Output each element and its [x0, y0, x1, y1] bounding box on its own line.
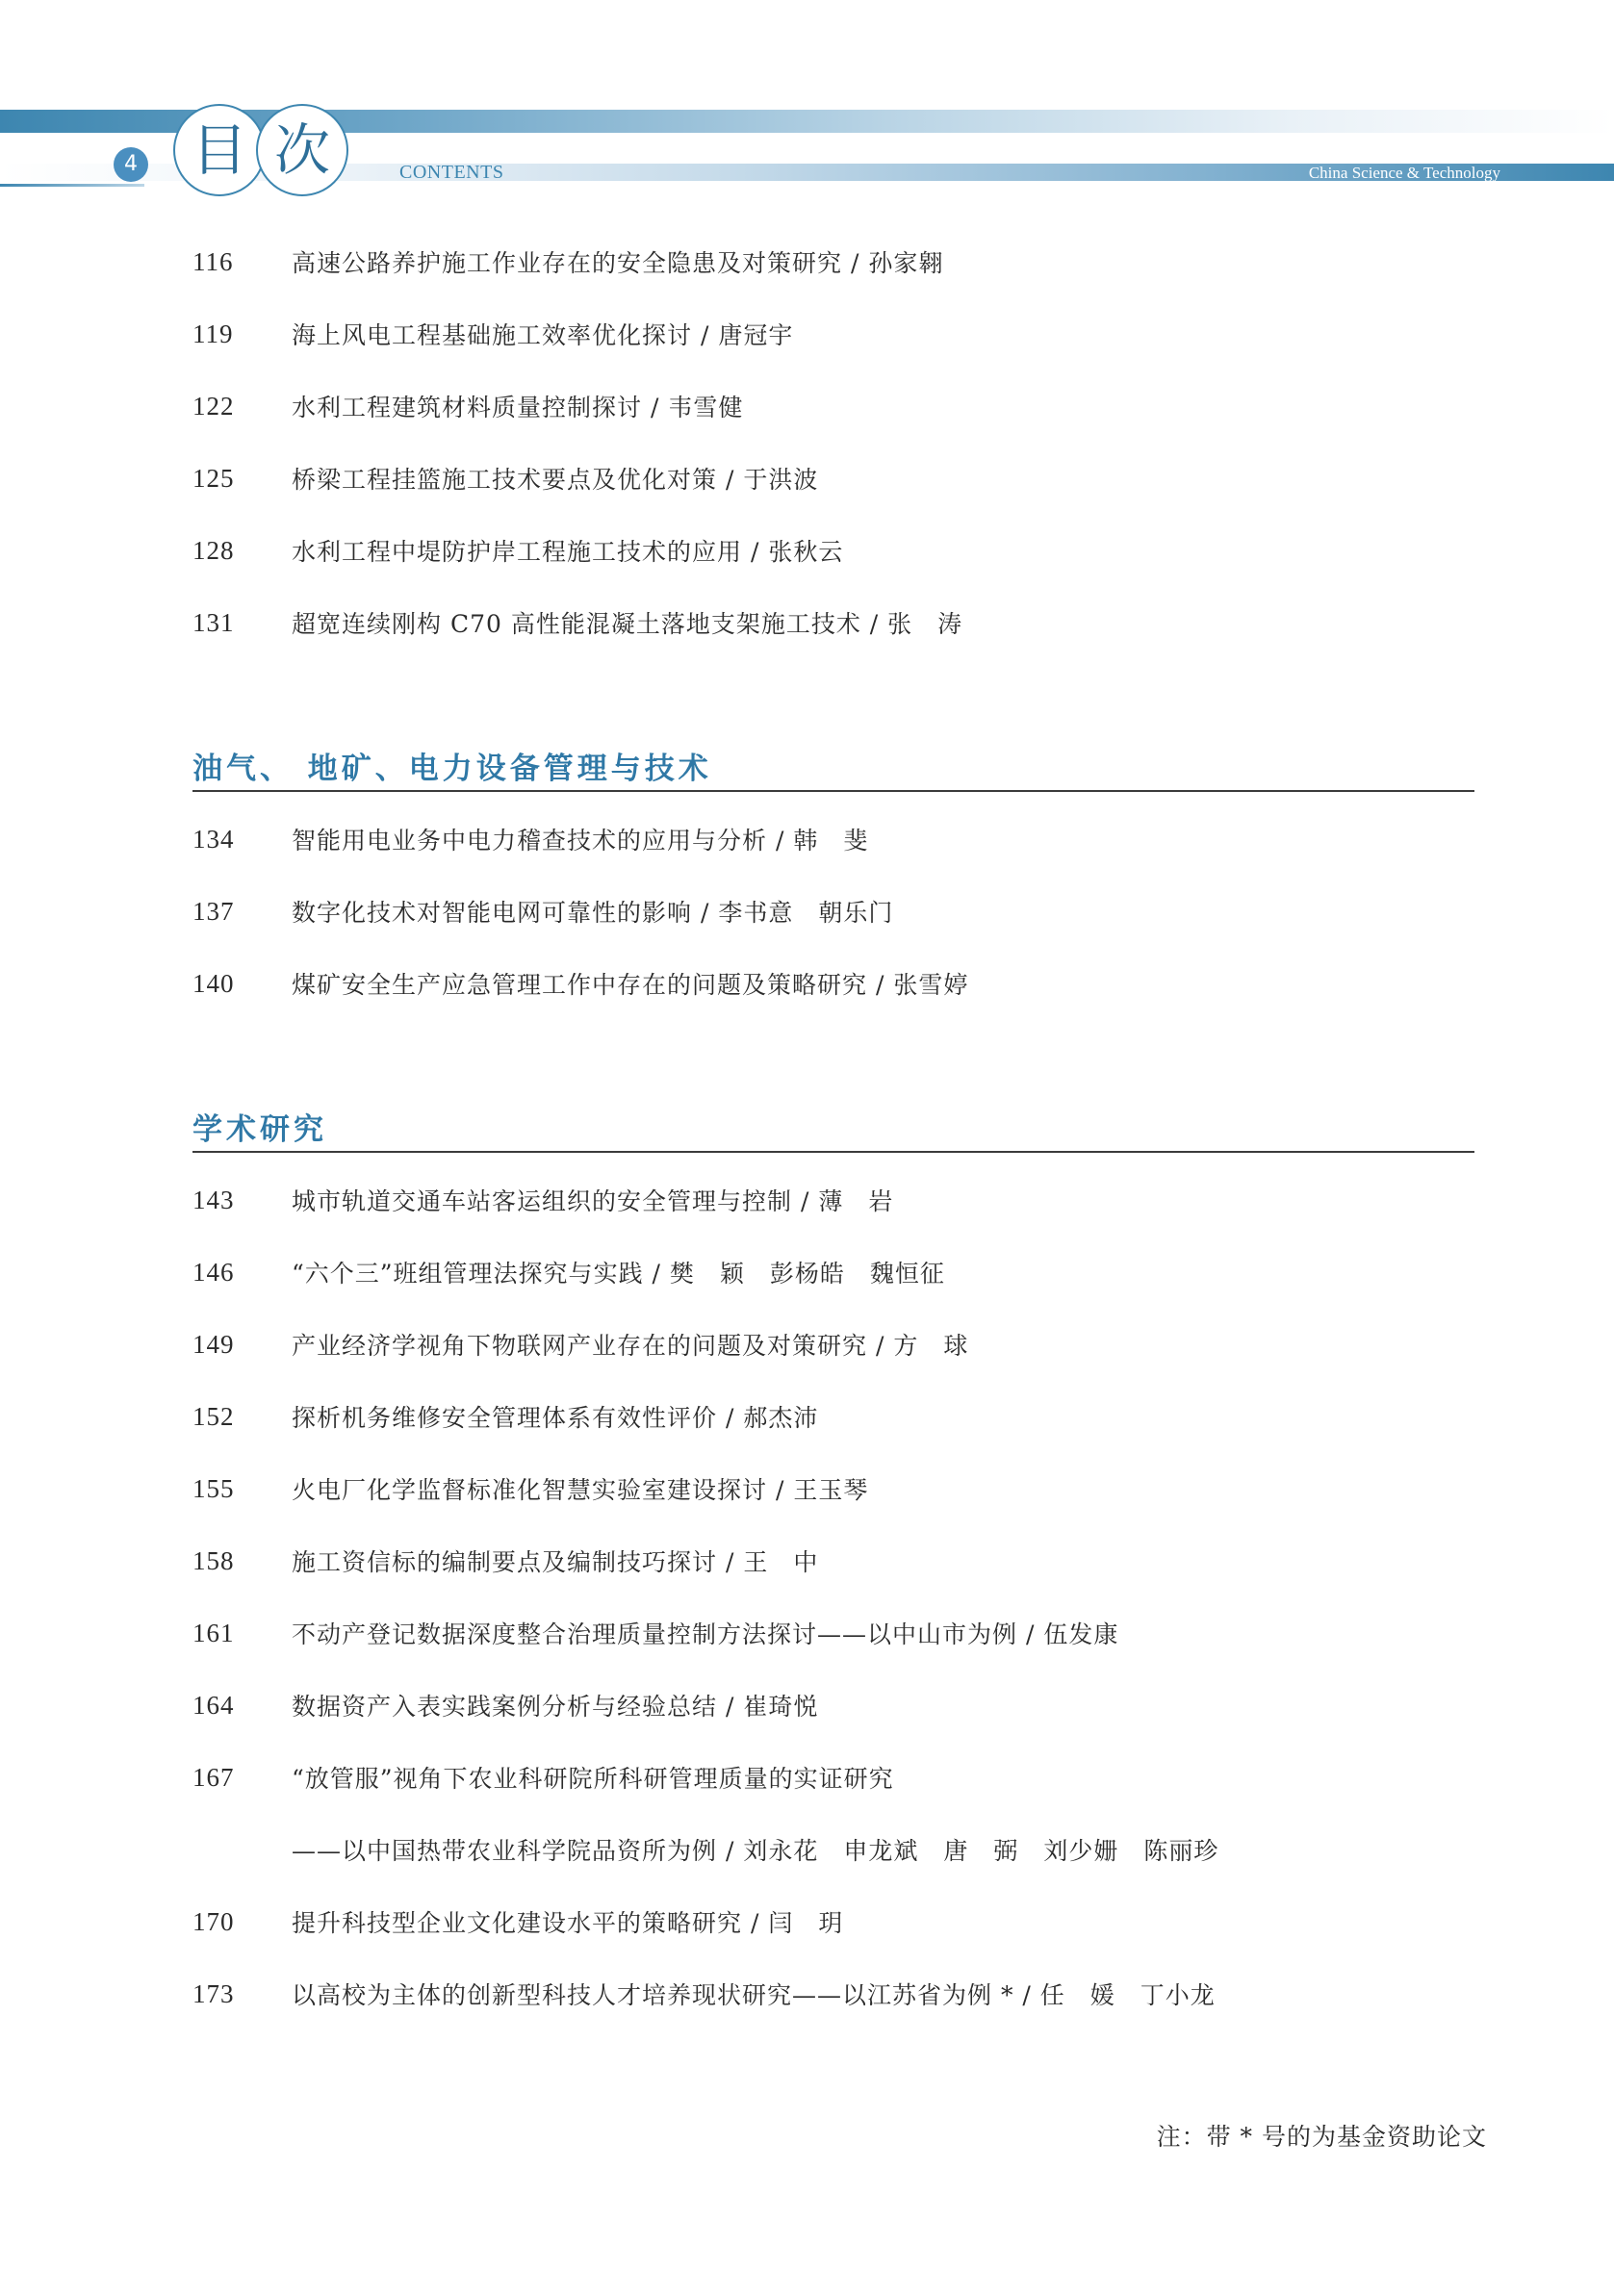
section-heading-energy — [192, 746, 1474, 792]
toc-entry-continuation[interactable] — [192, 1830, 1218, 1869]
article-title: 施工资信标的编制要点及编制技巧探讨 / 王 中 — [292, 1548, 819, 1576]
contents-label: CONTENTS — [399, 162, 504, 183]
article-title: 产业经济学视角下物联网产业存在的问题及对策研究 / 方 球 — [292, 1332, 969, 1360]
article-subtitle: ——以中国热带农业科学院品资所为例 / 刘永花 申龙斌 唐 弼 刘少姗 陈丽珍 — [292, 1837, 1219, 1865]
article-title: 城市轨道交通车站客运组织的安全管理与控制 / 薄 岩 — [292, 1187, 894, 1215]
page-ref: 164 — [192, 1690, 235, 1720]
article-title: 水利工程建筑材料质量控制探讨 / 韦雪健 — [292, 394, 744, 421]
page-ref: 116 — [192, 246, 234, 276]
toc-entry[interactable] — [192, 1181, 893, 1219]
page-ref: 140 — [192, 968, 235, 998]
toc-entry[interactable] — [192, 531, 843, 570]
toc-entry[interactable] — [192, 1325, 968, 1364]
article-title: 探析机务维修安全管理体系有效性评价 / 郝杰沛 — [292, 1404, 819, 1432]
section-title: 学术研究 — [192, 1112, 327, 1147]
article-title: 煤矿安全生产应急管理工作中存在的问题及策略研究 / 张雪婷 — [292, 971, 969, 999]
journal-name: China Science & Technology — [1308, 164, 1500, 182]
toc-entry[interactable] — [192, 1397, 818, 1436]
article-title: 数据资产入表实践案例分析与经验总结 / 崔琦悦 — [292, 1693, 819, 1721]
article-title: “放管服”视角下农业科研院所科研管理质量的实证研究 — [292, 1765, 894, 1793]
page-ref: 167 — [192, 1762, 235, 1792]
article-title: 提升科技型企业文化建设水平的策略研究 / 闫 玥 — [292, 1909, 844, 1937]
toc-entry[interactable] — [192, 964, 968, 1003]
toc-entry[interactable] — [192, 1902, 843, 1941]
toc-entry[interactable] — [192, 603, 962, 642]
page-ref: 170 — [192, 1906, 235, 1936]
toc-entry[interactable] — [192, 820, 868, 858]
page-ref: 152 — [192, 1401, 235, 1431]
page-ref: 128 — [192, 535, 235, 565]
page-ref: 134 — [192, 824, 235, 854]
page-ref: 131 — [192, 607, 235, 637]
title-char-1: 目 — [191, 117, 247, 183]
title-char-2: 次 — [273, 117, 330, 183]
page-ref: 149 — [192, 1329, 235, 1359]
toc-entry[interactable] — [192, 459, 818, 497]
article-title: 海上风电工程基础施工效率优化探讨 / 唐冠宇 — [292, 321, 794, 349]
article-title: 数字化技术对智能电网可靠性的影响 / 李书意 朝乐门 — [292, 899, 894, 927]
toc-entry[interactable] — [192, 1469, 868, 1508]
toc-entry[interactable] — [192, 1975, 1216, 2013]
article-title: 智能用电业务中电力稽查技术的应用与分析 / 韩 斐 — [292, 827, 869, 855]
article-title: 高速公路养护施工作业存在的安全隐患及对策研究 / 孙家翱 — [292, 249, 944, 277]
article-title: 火电厂化学监督标准化智慧实验室建设探讨 / 王玉琴 — [292, 1476, 869, 1504]
section-heading-academic — [192, 1107, 1474, 1153]
footnote: 注：带 * 号的为基金资助论文 — [1156, 2123, 1487, 2151]
page-number-badge: 4 — [114, 147, 148, 182]
toc-entry[interactable] — [192, 315, 793, 353]
page-ref: 122 — [192, 391, 235, 421]
page-ref: 146 — [192, 1257, 235, 1287]
toc-entry[interactable] — [192, 1614, 1118, 1652]
toc-entry[interactable] — [192, 892, 893, 931]
page-ref: 137 — [192, 896, 235, 926]
header-left-rule — [0, 184, 144, 187]
toc-entry[interactable] — [192, 387, 743, 425]
article-title: 超宽连续刚构 C70 高性能混凝土落地支架施工技术 / 张 涛 — [292, 610, 963, 638]
article-title: 不动产登记数据深度整合治理质量控制方法探讨——以中山市为例 / 伍发康 — [292, 1620, 1119, 1648]
page-ref: 173 — [192, 1978, 235, 2008]
article-title: 水利工程中堤防护岸工程施工技术的应用 / 张秋云 — [292, 538, 844, 566]
page-ref: 155 — [192, 1473, 235, 1503]
toc-entry[interactable] — [192, 1542, 818, 1580]
page-ref: 158 — [192, 1545, 235, 1575]
page-ref: 161 — [192, 1618, 235, 1647]
toc-entry[interactable] — [192, 1686, 818, 1724]
page-ref: 143 — [192, 1185, 235, 1214]
article-title: “六个三”班组管理法探究与实践 / 樊 颖 彭杨皓 魏恒征 — [292, 1260, 945, 1288]
page-ref: 125 — [192, 463, 235, 493]
article-title: 以高校为主体的创新型科技人才培养现状研究——以江苏省为例 * / 任 媛 丁小龙 — [292, 1981, 1216, 2009]
section-title: 油气、 地矿、电力设备管理与技术 — [192, 752, 712, 786]
toc-entry[interactable] — [192, 1253, 945, 1291]
article-title: 桥梁工程挂篮施工技术要点及优化对策 / 于洪波 — [292, 466, 819, 494]
toc-entry[interactable] — [192, 1758, 894, 1797]
toc-entry[interactable] — [192, 242, 943, 281]
page-ref: 119 — [192, 319, 234, 348]
